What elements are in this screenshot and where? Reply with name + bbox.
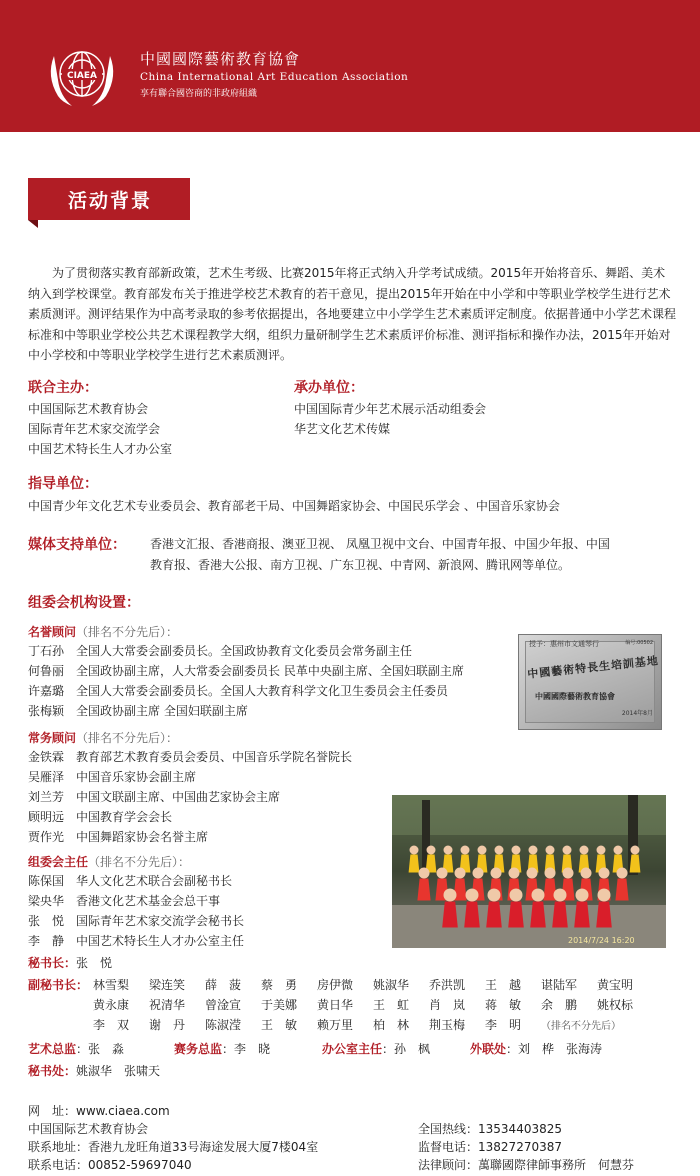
footer-phone: [28, 1156, 192, 1173]
standing-note: （排名不分先后）：: [76, 731, 179, 745]
media-line: 香港文汇报、香港商报、澳亚卫视、 凤凰卫视中文台、中国青年报、中国少年报、中国: [150, 537, 610, 551]
deputy-secretary-name: 荆玉梅: [429, 1018, 466, 1032]
person-name: 何鲁丽: [28, 664, 65, 678]
honorary-row: [28, 682, 448, 699]
honorary-note: （排名不分先后）：: [76, 625, 179, 639]
role-label: 办公室主任: [322, 1042, 383, 1056]
plaque-title: 中國藝術特長生培訓基地: [526, 654, 660, 681]
child-figure-head: [597, 846, 606, 855]
hotline-label: 全国热线：: [418, 1122, 479, 1136]
committee-title: 组委会机构设置：: [28, 595, 140, 611]
deputy-secretary-name: 于美娜: [261, 998, 298, 1012]
co-host-item: 中国国际艺术教育协会: [28, 402, 149, 416]
deputy-secretary-name: 柏 林: [373, 1018, 410, 1032]
deputy-secretary-name: 蒋 敏: [485, 998, 522, 1012]
child-figure-head: [466, 889, 479, 902]
child-figure-dress: [417, 879, 430, 901]
secretariat: [28, 1062, 160, 1079]
person-name: 贾作光: [28, 830, 65, 844]
website-value: www.ciaea.com: [76, 1104, 170, 1118]
person-role: 全国人大常委会副委员长。全国政协教育文化委员会常务副主任: [76, 644, 413, 658]
footer-hotline: [418, 1120, 562, 1137]
organizer-item: 华艺文化艺术传媒: [294, 422, 391, 436]
org-name-cn: 中國國際藝術教育協會: [140, 50, 301, 68]
role-label: 赛务总监: [174, 1042, 223, 1056]
plaque-photo: [518, 634, 662, 730]
child-figure-head: [554, 889, 567, 902]
deputy-secretary-name: 曾淦宣: [205, 998, 242, 1012]
co-host-item: 中国艺术特长生人才办公室: [28, 442, 173, 456]
secretariat-value: 姚淑华 张啸天: [76, 1064, 161, 1078]
director-row: [28, 892, 220, 909]
person-role: 全国政协副主席，人大常委会副委员长 民革中央副主席、全国妇联副主席: [76, 664, 464, 678]
secretary-general: [28, 954, 112, 971]
standing-row: [28, 748, 352, 765]
secretary-general-name: 张 悦: [76, 956, 113, 970]
standing-label: 常务顾问: [28, 731, 77, 745]
deputy-note: （排名不分先后）: [541, 1021, 621, 1032]
child-figure-dress: [409, 855, 420, 873]
child-figure-dress: [486, 902, 502, 928]
child-figure-head: [419, 868, 430, 879]
role-label: 外联处: [470, 1042, 507, 1056]
role-label: 艺术总监: [28, 1042, 77, 1056]
director-row: [28, 932, 244, 949]
person-name: 丁石孙: [28, 644, 65, 658]
deputy-secretary-name: 王 敏: [261, 1018, 298, 1032]
person-role: 全国政协副主席 全国妇联副主席: [76, 704, 248, 718]
child-figure-head: [576, 889, 589, 902]
person-role: 中国教育学会会长: [76, 810, 173, 824]
child-figure-head: [461, 846, 470, 855]
deputy-secretary-name: 李 明: [485, 1018, 522, 1032]
media-line: 教育报、香港大公报、南方卫视、广东卫视、中青网、新浪网、腾讯网等单位。: [150, 558, 571, 572]
child-figure-head: [427, 846, 436, 855]
child-figure-head: [455, 868, 466, 879]
child-figure-head: [491, 868, 502, 879]
org-subtitle: 享有聯合國咨商的非政府組織: [140, 89, 258, 99]
deputy-secretary-name: 黄日华: [317, 998, 354, 1012]
intro-paragraph: 为了贯彻落实教育部新政策，艺术生考级、比赛2015年将正式纳入升学考试成绩。2015年开始将音乐、舞蹈、美术纳入到学校课堂。教育部发布关于推进学校艺术教育的若干意见，提出2015年开始在中小学和中等职业学校学生进行艺术素质测评。测评结果作为中高考录取的参考依据提出，各地要建立中小学学生艺术素质评定制度。依据普通中小学艺术课程标准和中等职业学校公共艺术课程教学大纲，组织力量研制学生艺术素质评价标准、测评指标和操作办法，2015年开始对中小学校和中等职业学校学生进行艺术素质测评。: [28, 266, 677, 363]
footer-org: 中国国际艺术教育协会: [28, 1122, 149, 1136]
child-figure-dress: [630, 855, 641, 873]
child-figure-head: [546, 846, 555, 855]
supervise-value: 13827270387: [478, 1140, 562, 1154]
banner-fold: [28, 220, 38, 228]
deputy-secretary-name: 姚权标: [597, 998, 634, 1012]
role-competition-director: [174, 1040, 270, 1057]
plaque-number: 编号:00502: [625, 640, 653, 646]
organizers-title: 承办单位：: [294, 380, 364, 396]
group-photo-image: [392, 795, 666, 948]
person-name: 金铁霖: [28, 750, 65, 764]
phone-label: 联系电话：: [28, 1158, 89, 1172]
child-figure-head: [581, 868, 592, 879]
person-name: 吴雁泽: [28, 770, 65, 784]
standing-row: [28, 788, 280, 805]
standing-row: [28, 768, 196, 785]
person-name: 梁央华: [28, 894, 65, 908]
media-title: 媒体支持单位：: [28, 537, 126, 553]
plaque-date: 2014年8月: [621, 710, 653, 717]
child-figure-head: [631, 846, 640, 855]
co-host-item: 国际青年艺术家交流学会: [28, 422, 161, 436]
person-role: 国际青年艺术家交流学会秘书长: [76, 914, 245, 928]
address-value: 香港九龙旺角道33号海途发展大厦7楼04室: [88, 1140, 319, 1154]
header-bar: [0, 0, 700, 132]
child-figure-head: [512, 846, 521, 855]
child-figure-head: [444, 846, 453, 855]
deputy-secretary-name: 祝清华: [149, 998, 186, 1012]
group-photo: [392, 795, 666, 948]
child-figure-head: [532, 889, 545, 902]
child-figure-head: [527, 868, 538, 879]
footer-supervise: [418, 1138, 562, 1155]
person-role: 中国文联副主席、中国曲艺家协会主席: [76, 790, 281, 804]
child-figure-head: [488, 889, 501, 902]
role-office-director: [322, 1040, 430, 1057]
person-name: 李 静: [28, 934, 65, 948]
deputy-secretary-name: 余 鹏: [541, 998, 578, 1012]
legal-label: 法律顾问：: [418, 1158, 479, 1172]
org-name-en: China International Art Education Association: [140, 71, 409, 83]
deputy-secretary-name: 林雪梨: [93, 978, 130, 992]
person-role: 华人文化艺术联合会副秘书长: [76, 874, 233, 888]
person-role: 全国人大常委会副委员长。全国人大教育科学文化卫生委员会主任委员: [76, 684, 449, 698]
banner-title: 活动背景: [68, 190, 153, 212]
child-figure-head: [580, 846, 589, 855]
child-figure-head: [510, 889, 523, 902]
deputy-row: [93, 996, 653, 1013]
deputy-secretary-name: 黄宝明: [597, 978, 634, 992]
deputy-secretary-name: 谌陆军: [541, 978, 578, 992]
deputy-secretary-name: 蔡 勇: [261, 978, 298, 992]
guidance-title: 指导单位：: [28, 476, 98, 492]
standing-row: [28, 808, 172, 825]
website-label: 网 址：: [28, 1104, 77, 1118]
organizer-item: 中国国际青少年艺术展示活动组委会: [294, 402, 487, 416]
deputy-secretary-name: 谢 丹: [149, 1018, 186, 1032]
child-figure-dress: [596, 902, 612, 928]
footer-legal: [418, 1156, 634, 1173]
role-art-director: [28, 1040, 124, 1057]
honorary-heading: [28, 623, 178, 640]
secretariat-label: 秘书处：: [28, 1064, 77, 1078]
co-hosts-title: 联合主办：: [28, 380, 98, 396]
person-role: 教育部艺术教育委员会委员、中国音乐学院名誉院长: [76, 750, 353, 764]
child-figure-head: [529, 846, 538, 855]
deputy-secretary-name: 黄永康: [93, 998, 130, 1012]
person-role: 香港文化艺术基金会总干事: [76, 894, 221, 908]
deputy-secretary-name: 肖 岚: [429, 998, 466, 1012]
deputy-secretary-name: 王 虹: [373, 998, 410, 1012]
secretary-general-label: 秘书长：: [28, 956, 77, 970]
logo-text: CIAEA: [66, 71, 98, 81]
deputy-row: [93, 1016, 621, 1033]
hotline-value: 13534403825: [478, 1122, 562, 1136]
photo-timestamp: 2014/7/24 16:20: [568, 936, 635, 945]
deputy-secretary-name: 陈淑滢: [205, 1018, 242, 1032]
person-role: 中国艺术特长生人才办公室主任: [76, 934, 245, 948]
ciaea-logo-icon: [40, 34, 124, 118]
directors-label: 组委会主任: [28, 855, 89, 869]
person-name: 陈保国: [28, 874, 65, 888]
child-figure-head: [563, 868, 574, 879]
deputy-secretary-name: 王 越: [485, 978, 522, 992]
director-row: [28, 912, 244, 929]
deputy-secretary-name: 乔洪凯: [429, 978, 466, 992]
child-figure-head: [614, 846, 623, 855]
child-figure-head: [495, 846, 504, 855]
honorary-label: 名誉顾问: [28, 625, 77, 639]
person-role: 中国舞蹈家协会名誉主席: [76, 830, 209, 844]
person-name: 顾明远: [28, 810, 65, 824]
footer-website: [28, 1102, 170, 1119]
honorary-row: [28, 642, 412, 659]
child-figure-head: [473, 868, 484, 879]
child-figure-head: [599, 868, 610, 879]
guidance-text: 中国青少年文化艺术专业委员会、教育部老干局、中国舞蹈家协会、中国民乐学会 、中国音乐家协会: [28, 499, 560, 513]
child-figure-dress: [464, 902, 480, 928]
person-name: 张 悦: [28, 914, 65, 928]
child-figure-head: [617, 868, 628, 879]
child-figure-dress: [552, 902, 568, 928]
supervise-label: 监督电话：: [418, 1140, 479, 1154]
standing-row: [28, 828, 208, 845]
phone-value: 00852-59697040: [88, 1158, 192, 1172]
child-figure-dress: [615, 879, 628, 901]
child-figure-dress: [574, 902, 590, 928]
deputy-secretary-name: 李 双: [93, 1018, 130, 1032]
child-figure-head: [444, 889, 457, 902]
child-figure-dress: [530, 902, 546, 928]
child-figure-dress: [508, 902, 524, 928]
child-figure-dress: [442, 902, 458, 928]
child-figure-head: [598, 889, 611, 902]
role-value: ：孙 枫: [382, 1042, 431, 1056]
address-label: 联系地址：: [28, 1140, 89, 1154]
plaque-recipient: 授予：惠州市文通琴行: [529, 640, 599, 648]
honorary-row: [28, 702, 248, 719]
standing-heading: [28, 729, 178, 746]
director-row: [28, 872, 232, 889]
deputy-secretary-name: 梁连笑: [149, 978, 186, 992]
person-name: 许嘉璐: [28, 684, 65, 698]
deputy-secretaries-label: 副秘书长：: [28, 978, 89, 992]
deputy-secretary-name: 薛 菠: [205, 978, 242, 992]
deputy-secretary-name: 房伊微: [317, 978, 354, 992]
legal-value: 萬聯國際律師事務所 何慧芬: [478, 1158, 635, 1172]
child-figure-head: [437, 868, 448, 879]
directors-note: （排名不分先后）：: [88, 855, 191, 869]
child-figure-head: [509, 868, 520, 879]
directors-heading: [28, 853, 190, 870]
person-role: 中国音乐家协会副主席: [76, 770, 197, 784]
deputy-secretary-name: 赖万里: [317, 1018, 354, 1032]
section-banner: [28, 178, 190, 220]
person-name: 刘兰芳: [28, 790, 65, 804]
child-figure-head: [410, 846, 419, 855]
footer-address: [28, 1138, 318, 1155]
child-figure-head: [545, 868, 556, 879]
plaque-org: 中國國際藝術教育協會: [535, 692, 615, 701]
deputy-secretary-name: 姚淑华: [373, 978, 410, 992]
person-name: 张梅颖: [28, 704, 65, 718]
role-value: ：刘 桦 张海涛: [506, 1042, 603, 1056]
deputy-row: [93, 976, 653, 993]
role-external-affairs: [470, 1040, 602, 1057]
role-value: ：张 淼: [76, 1042, 125, 1056]
role-value: ：李 晓: [222, 1042, 271, 1056]
child-figure-head: [478, 846, 487, 855]
honorary-row: [28, 662, 464, 679]
child-figure-head: [563, 846, 572, 855]
